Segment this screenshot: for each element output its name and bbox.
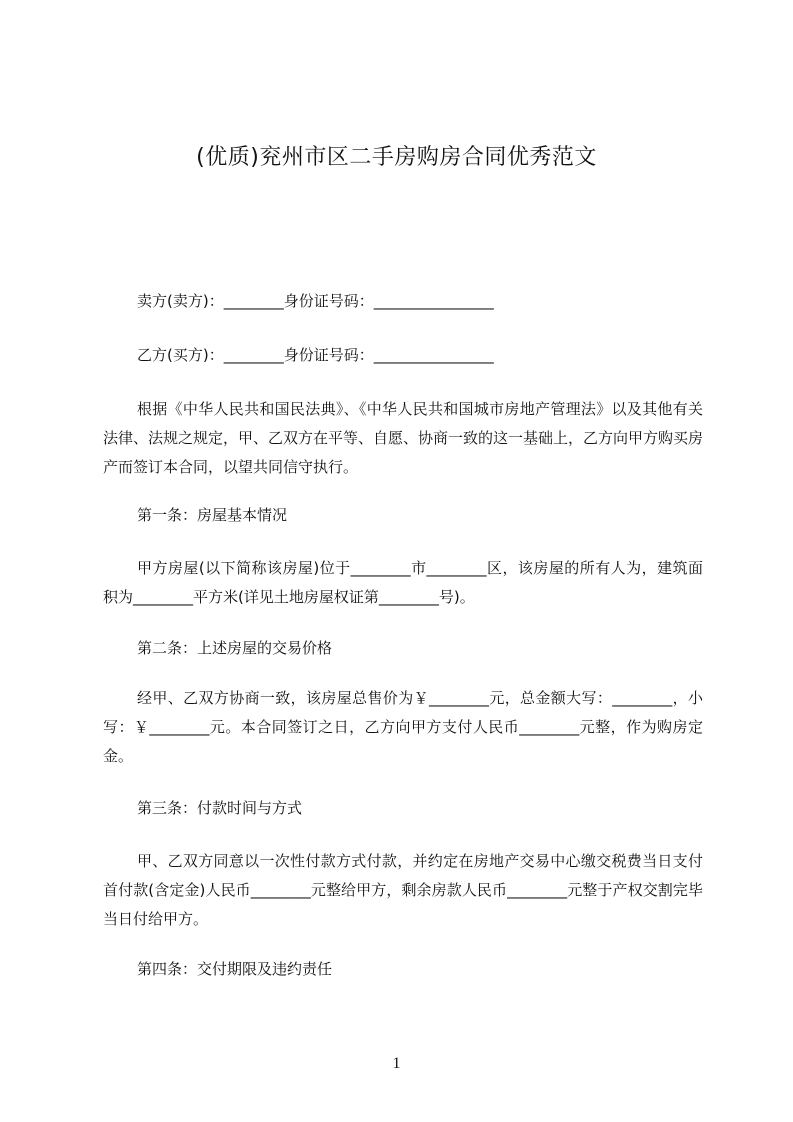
article-4-heading: 第四条：交付期限及违约责任 — [137, 960, 333, 978]
buyer-line: 乙方(买方)：________身份证号码：________________ — [137, 346, 494, 364]
article-1-heading: 第一条：房屋基本情况 — [137, 506, 288, 524]
intro-paragraph: 根据《中华人民共和国民法典》、《中华人民共和国城市房地产管理法》以及其他有关法律、法规之规定，甲、乙双方在平等、自愿、协商一致的这一基础上，乙方向甲方购买房产而签订本合同，以望共同信守执行。 — [103, 400, 704, 476]
article-2-body: 经甲、乙双方协商一致，该房屋总售价为￥________元，总金额大写：________，小写：￥________元。本合同签订之日，乙方向甲方支付人民币________元整，作为购房定金。 — [103, 689, 703, 765]
document-title: (优质)兖州市区二手房购房合同优秀范文 — [196, 145, 597, 170]
seller-line: 卖方(卖方)：________身份证号码：________________ — [137, 292, 494, 310]
page-number: 1 — [392, 1055, 401, 1072]
article-2-heading: 第二条：上述房屋的交易价格 — [137, 639, 333, 657]
article-3-body: 甲、乙双方同意以一次性付款方式付款，并约定在房地产交易中心缴交税费当日支付首付款(含定金)人民币________元整给甲方，剩余房款人民币________元整于产权交割完毕当日付给甲方。 — [103, 852, 703, 928]
article-3-heading: 第三条：付款时间与方式 — [137, 799, 303, 817]
article-1-body: 甲方房屋(以下简称该房屋)位于________市________区，该房屋的所有人为，建筑面积为________平方米(详见土地房屋权证第________号)。 — [103, 559, 703, 606]
